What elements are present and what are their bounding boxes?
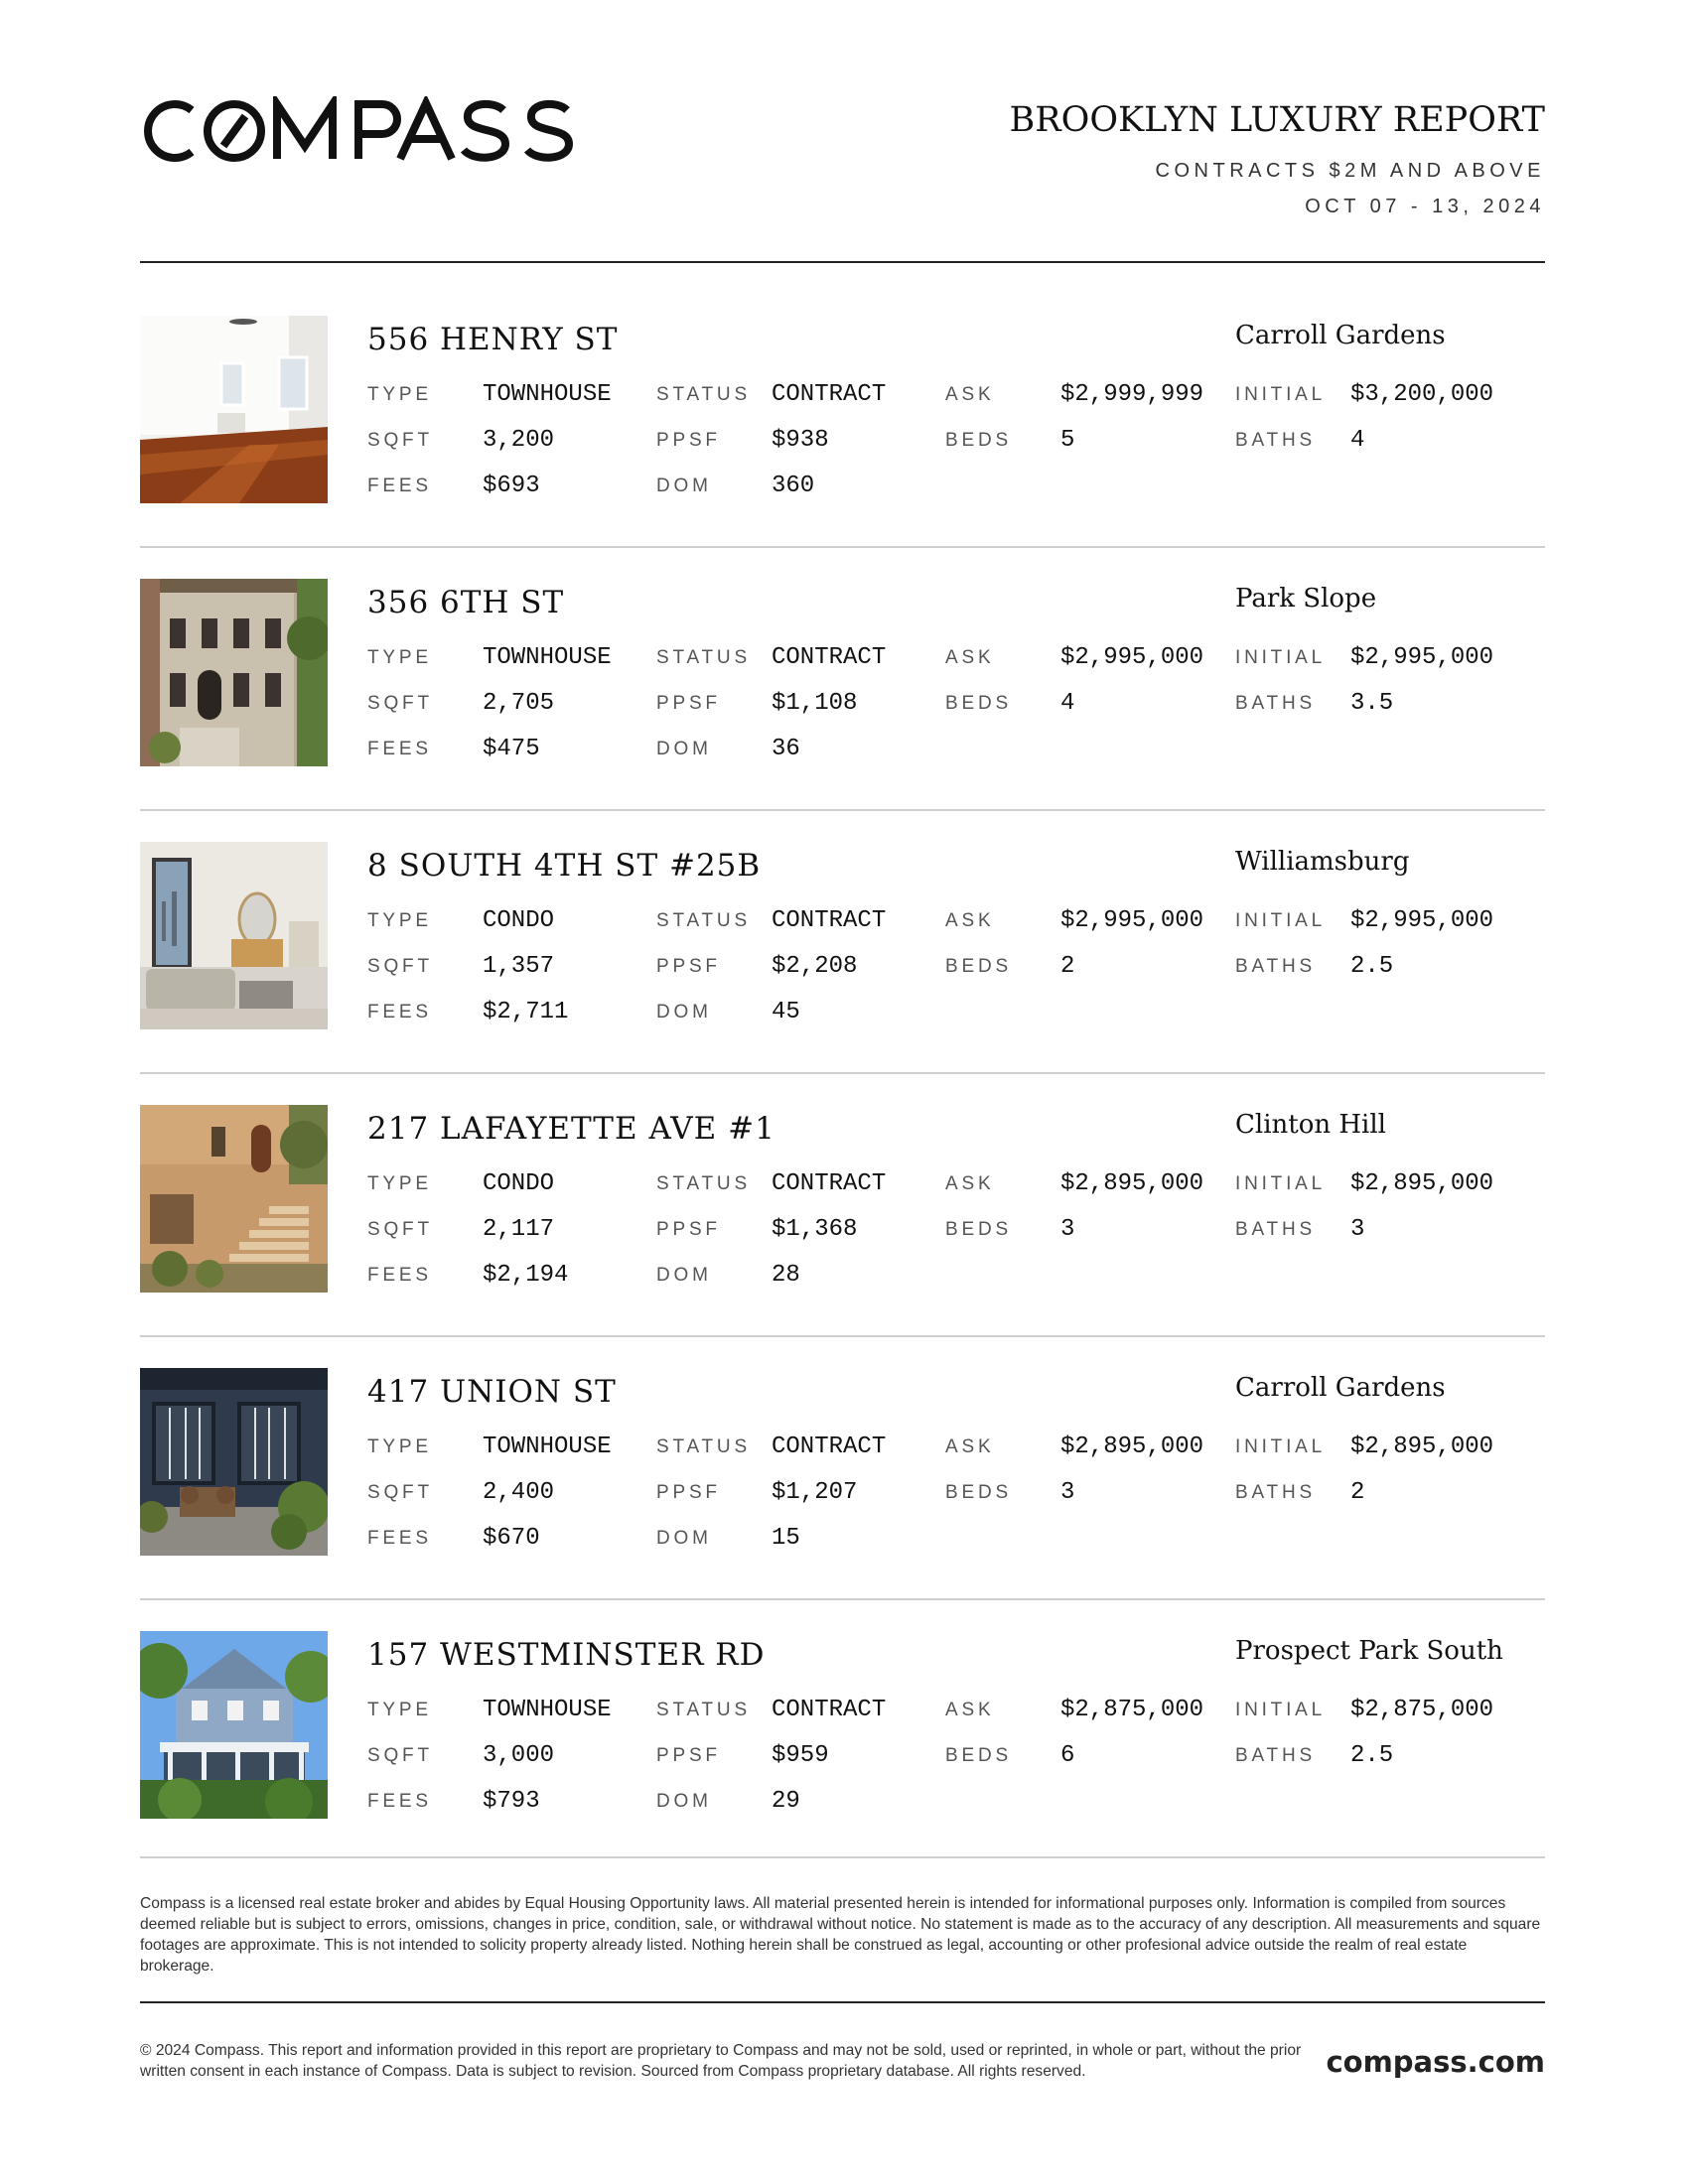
value-status: CONTRACT: [772, 907, 887, 934]
label-initial: INITIAL: [1235, 647, 1327, 668]
value-fees: $793: [483, 1788, 540, 1815]
value-type: CONDO: [483, 907, 555, 934]
label-ppsf: PPSF: [656, 1745, 721, 1766]
value-beds: 3: [1060, 1479, 1075, 1506]
value-dom: 28: [772, 1262, 800, 1289]
value-fees: $475: [483, 736, 540, 762]
living-room-photo[interactable]: [140, 842, 328, 1029]
value-sqft: 3,200: [483, 427, 555, 454]
listing-divider: [140, 809, 1545, 811]
label-status: STATUS: [656, 910, 751, 931]
label-beds: BEDS: [945, 693, 1012, 714]
label-baths: BATHS: [1235, 1482, 1316, 1503]
value-baths: 3.5: [1350, 690, 1394, 717]
listing-row[interactable]: [140, 579, 1545, 767]
label-baths: BATHS: [1235, 430, 1316, 451]
footer-divider: [140, 2001, 1545, 2003]
label-beds: BEDS: [945, 430, 1012, 451]
report-subtitle: CONTRACTS $2M AND ABOVE: [1155, 160, 1545, 182]
label-ask: ASK: [945, 910, 995, 931]
value-baths: 2.5: [1350, 1742, 1394, 1769]
label-initial: INITIAL: [1235, 1173, 1327, 1194]
value-beds: 4: [1060, 690, 1075, 717]
label-baths: BATHS: [1235, 1219, 1316, 1240]
label-fees: FEES: [367, 739, 432, 759]
label-dom: DOM: [656, 476, 712, 496]
value-beds: 3: [1060, 1216, 1075, 1243]
value-type: TOWNHOUSE: [483, 381, 612, 408]
value-fees: $2,711: [483, 999, 569, 1025]
copyright-notice: © 2024 Compass. This report and information provided in this report are proprietary to Compass and may not be sold, used or reprinted, in whole or part, without the prior written consent in each instance of Compass. Data is subject to revision. Sourced from Compass proprietary database. All rights reserved.: [140, 2042, 1302, 2080]
label-ask: ASK: [945, 647, 995, 668]
label-type: TYPE: [367, 1436, 432, 1457]
listing-neighborhood: Clinton Hill: [1235, 1110, 1387, 1140]
label-ppsf: PPSF: [656, 956, 721, 977]
listing-divider: [140, 546, 1545, 548]
label-type: TYPE: [367, 384, 432, 405]
value-ask: $2,999,999: [1060, 381, 1204, 408]
label-initial: INITIAL: [1235, 384, 1327, 405]
label-dom: DOM: [656, 739, 712, 759]
value-sqft: 2,705: [483, 690, 555, 717]
label-initial: INITIAL: [1235, 910, 1327, 931]
label-baths: BATHS: [1235, 1745, 1316, 1766]
report-date-range: OCT 07 - 13, 2024: [1305, 196, 1545, 217]
label-fees: FEES: [367, 1265, 432, 1286]
label-dom: DOM: [656, 1791, 712, 1812]
label-dom: DOM: [656, 1528, 712, 1549]
listing-address[interactable]: 157 WESTMINSTER RD: [367, 1637, 766, 1673]
value-initial: $3,200,000: [1350, 381, 1494, 408]
label-beds: BEDS: [945, 1219, 1012, 1240]
value-baths: 2: [1350, 1479, 1365, 1506]
listing-divider: [140, 1335, 1545, 1337]
header-divider: [140, 261, 1545, 263]
value-initial: $2,995,000: [1350, 907, 1494, 934]
value-sqft: 3,000: [483, 1742, 555, 1769]
label-sqft: SQFT: [367, 1482, 433, 1503]
listing-address[interactable]: 417 UNION ST: [367, 1374, 617, 1410]
value-type: TOWNHOUSE: [483, 644, 612, 671]
label-sqft: SQFT: [367, 956, 433, 977]
label-ppsf: PPSF: [656, 693, 721, 714]
listing-address[interactable]: 217 LAFAYETTE AVE #1: [367, 1111, 775, 1147]
value-status: CONTRACT: [772, 381, 887, 408]
listing-address[interactable]: 356 6TH ST: [367, 585, 565, 620]
label-ask: ASK: [945, 1173, 995, 1194]
value-ask: $2,995,000: [1060, 907, 1204, 934]
label-initial: INITIAL: [1235, 1436, 1327, 1457]
label-ask: ASK: [945, 384, 995, 405]
label-fees: FEES: [367, 476, 432, 496]
listing-address[interactable]: 8 SOUTH 4TH ST #25B: [367, 848, 762, 884]
value-ppsf: $1,368: [772, 1216, 858, 1243]
label-sqft: SQFT: [367, 693, 433, 714]
label-type: TYPE: [367, 647, 432, 668]
label-ask: ASK: [945, 1436, 995, 1457]
listing-address[interactable]: 556 HENRY ST: [367, 322, 619, 357]
label-sqft: SQFT: [367, 1745, 433, 1766]
value-ppsf: $938: [772, 427, 829, 454]
value-status: CONTRACT: [772, 1433, 887, 1460]
value-sqft: 2,117: [483, 1216, 555, 1243]
label-sqft: SQFT: [367, 1219, 433, 1240]
label-ask: ASK: [945, 1700, 995, 1720]
label-initial: INITIAL: [1235, 1700, 1327, 1720]
listing-row[interactable]: [140, 1631, 1545, 1820]
stoop-facade-photo[interactable]: [140, 1105, 328, 1293]
label-dom: DOM: [656, 1265, 712, 1286]
value-ask: $2,895,000: [1060, 1433, 1204, 1460]
label-status: STATUS: [656, 384, 751, 405]
value-ask: $2,895,000: [1060, 1170, 1204, 1197]
label-baths: BATHS: [1235, 693, 1316, 714]
value-ppsf: $2,208: [772, 953, 858, 980]
victorian-house-photo[interactable]: [140, 1631, 328, 1819]
label-status: STATUS: [656, 1173, 751, 1194]
value-baths: 3: [1350, 1216, 1365, 1243]
value-dom: 15: [772, 1525, 800, 1552]
value-baths: 2.5: [1350, 953, 1394, 980]
report-header: [1010, 99, 1545, 218]
label-ppsf: PPSF: [656, 1482, 721, 1503]
label-beds: BEDS: [945, 1482, 1012, 1503]
value-ask: $2,875,000: [1060, 1697, 1204, 1723]
listing-neighborhood: Carroll Gardens: [1235, 1373, 1446, 1403]
value-beds: 2: [1060, 953, 1075, 980]
value-type: TOWNHOUSE: [483, 1697, 612, 1723]
value-beds: 5: [1060, 427, 1075, 454]
label-fees: FEES: [367, 1002, 432, 1023]
value-status: CONTRACT: [772, 1170, 887, 1197]
value-ppsf: $1,108: [772, 690, 858, 717]
listing-neighborhood: Williamsburg: [1235, 847, 1410, 877]
label-type: TYPE: [367, 1173, 432, 1194]
listings-end-divider: [140, 1856, 1545, 1858]
listing-neighborhood: Carroll Gardens: [1235, 321, 1446, 350]
value-type: TOWNHOUSE: [483, 1433, 612, 1460]
label-ppsf: PPSF: [656, 1219, 721, 1240]
value-baths: 4: [1350, 427, 1365, 454]
label-fees: FEES: [367, 1528, 432, 1549]
value-initial: $2,875,000: [1350, 1697, 1494, 1723]
label-ppsf: PPSF: [656, 430, 721, 451]
value-status: CONTRACT: [772, 644, 887, 671]
label-baths: BATHS: [1235, 956, 1316, 977]
label-status: STATUS: [656, 1436, 751, 1457]
listing-divider: [140, 1072, 1545, 1074]
listing-neighborhood: Park Slope: [1235, 584, 1377, 614]
report-title: BROOKLYN LUXURY REPORT: [1009, 100, 1545, 140]
value-dom: 29: [772, 1788, 800, 1815]
value-sqft: 1,357: [483, 953, 555, 980]
listing-row[interactable]: [140, 316, 1545, 504]
label-type: TYPE: [367, 1700, 432, 1720]
value-dom: 36: [772, 736, 800, 762]
patio-facade-photo[interactable]: [140, 1368, 328, 1556]
value-dom: 45: [772, 999, 800, 1025]
label-type: TYPE: [367, 910, 432, 931]
listing-row[interactable]: [140, 1368, 1545, 1557]
label-status: STATUS: [656, 1700, 751, 1720]
website-link[interactable]: compass.com: [1326, 2045, 1545, 2079]
label-fees: FEES: [367, 1791, 432, 1812]
value-fees: $670: [483, 1525, 540, 1552]
interior-room-photo[interactable]: [140, 316, 328, 503]
value-initial: $2,995,000: [1350, 644, 1494, 671]
value-fees: $2,194: [483, 1262, 569, 1289]
listing-divider: [140, 1598, 1545, 1600]
compass-logo-mark: [140, 96, 577, 166]
value-initial: $2,895,000: [1350, 1170, 1494, 1197]
compass-logo: [140, 96, 577, 166]
label-beds: BEDS: [945, 956, 1012, 977]
value-fees: $693: [483, 473, 540, 499]
value-status: CONTRACT: [772, 1697, 887, 1723]
listing-row[interactable]: [140, 1105, 1545, 1294]
value-ppsf: $1,207: [772, 1479, 858, 1506]
legal-disclaimer: Compass is a licensed real estate broker and abides by Equal Housing Opportunity laws. All material presented herein is intended for informational purposes only. Information is compiled from sources deemed reliable but is subject to errors, omissions, changes in price, condition, sale, or withdrawal without notice. No statement is made as to the accuracy of any description. All measurements and square footages are approximate. This is not intended to solicity property already listed. Nothing herein shall be construed as legal, accounting or other profesional advice outside the realm of real estate brokerage.: [140, 1895, 1541, 1975]
value-type: CONDO: [483, 1170, 555, 1197]
brownstone-facade-photo[interactable]: [140, 579, 328, 766]
label-sqft: SQFT: [367, 430, 433, 451]
value-sqft: 2,400: [483, 1479, 555, 1506]
listing-neighborhood: Prospect Park South: [1235, 1636, 1503, 1666]
value-ask: $2,995,000: [1060, 644, 1204, 671]
value-beds: 6: [1060, 1742, 1075, 1769]
value-initial: $2,895,000: [1350, 1433, 1494, 1460]
value-dom: 360: [772, 473, 815, 499]
value-ppsf: $959: [772, 1742, 829, 1769]
label-dom: DOM: [656, 1002, 712, 1023]
listing-row[interactable]: [140, 842, 1545, 1030]
label-beds: BEDS: [945, 1745, 1012, 1766]
label-status: STATUS: [656, 647, 751, 668]
